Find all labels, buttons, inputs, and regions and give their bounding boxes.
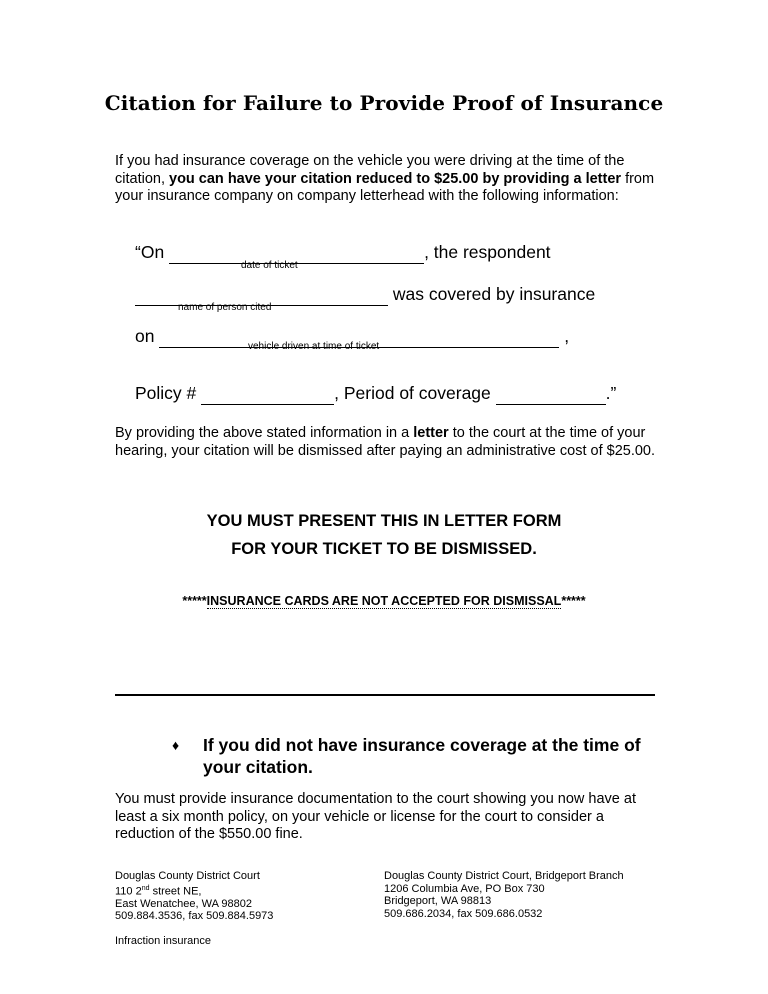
on-label: “On bbox=[135, 242, 165, 262]
page-title: Citation for Failure to Provide Proof of Insurance bbox=[104, 91, 664, 115]
cards-notice-text: INSURANCE CARDS ARE NOT ACCEPTED FOR DISMISSAL bbox=[206, 594, 562, 608]
vehicle-hint: vehicle driven at time of ticket bbox=[248, 341, 380, 352]
name-hint: name of person cited bbox=[178, 302, 272, 313]
respondent-text: , the respondent bbox=[424, 242, 551, 262]
period-blank bbox=[496, 383, 606, 405]
must-present-line-1: YOU MUST PRESENT THIS IN LETTER FORM bbox=[206, 512, 562, 530]
court-city: East Wenatchee, WA 98802 bbox=[115, 897, 252, 910]
branch-name: Douglas County District Court, Bridgeport Branch bbox=[384, 870, 624, 882]
intro-bold-text: you can have your citation reduced to $25.00 by providing a letter bbox=[169, 170, 622, 187]
must-present-line-2: FOR YOUR TICKET TO BE DISMISSED. bbox=[231, 540, 537, 558]
period-label: , Period of coverage bbox=[334, 383, 491, 403]
close-quote: .” bbox=[605, 383, 617, 403]
intro-paragraph bbox=[115, 153, 665, 206]
court-address-bridgeport bbox=[384, 870, 624, 920]
vehicle-comma: , bbox=[564, 326, 570, 346]
dismissal-text-1: By providing the above stated information in a bbox=[115, 425, 414, 441]
court-name: Douglas County District Court bbox=[115, 870, 260, 882]
cards-notice bbox=[0, 594, 768, 608]
branch-city: Bridgeport, WA 98813 bbox=[384, 895, 492, 907]
covered-text: was covered by insurance bbox=[392, 284, 596, 304]
intro-text-1: If you had insurance coverage on the vehicle you were driving at the time of the citation, bbox=[115, 153, 625, 187]
branch-street: 1206 Columbia Ave, PO Box 730 bbox=[384, 882, 545, 895]
no-insurance-heading bbox=[203, 734, 663, 778]
on-vehicle-label: on bbox=[135, 326, 155, 346]
policy-label: Policy # bbox=[135, 383, 197, 403]
letter-line-date bbox=[135, 242, 551, 264]
section-divider bbox=[115, 694, 655, 696]
footer-label: Infraction insurance bbox=[115, 935, 211, 947]
dismissal-text-2: to the court at the time of your hearing, your citation will be dismissed after paying an administrative cost of $25.00. bbox=[115, 425, 656, 459]
diamond-bullet-icon: ♦ bbox=[172, 737, 180, 753]
court-address-main bbox=[115, 870, 273, 923]
letter-line-policy bbox=[135, 383, 616, 405]
cards-stars-right: ***** bbox=[561, 594, 586, 608]
dismissal-bold-text: letter bbox=[413, 425, 449, 441]
no-insurance-heading-line-2: your citation. bbox=[203, 757, 313, 777]
policy-blank bbox=[201, 383, 334, 405]
cards-stars-left: ***** bbox=[182, 594, 207, 608]
branch-phone: 509.686.2034, fax 509.686.0532 bbox=[384, 907, 543, 920]
court-street: 110 2nd street NE, bbox=[115, 884, 202, 898]
intro-text-2: from your insurance company on company letterhead with the following information: bbox=[115, 170, 655, 204]
court-phone: 509.884.3536, fax 509.884.5973 bbox=[115, 910, 274, 923]
date-hint: date of ticket bbox=[241, 260, 298, 271]
no-insurance-heading-line-1: If you did not have insurance coverage at the time of bbox=[203, 735, 641, 755]
dismissal-paragraph bbox=[115, 425, 665, 460]
no-insurance-body: You must provide insurance documentation to the court showing you now have at least a six month policy, on your vehicle or license for the court to consider a reduction of the $550.00 fine. bbox=[115, 791, 636, 842]
